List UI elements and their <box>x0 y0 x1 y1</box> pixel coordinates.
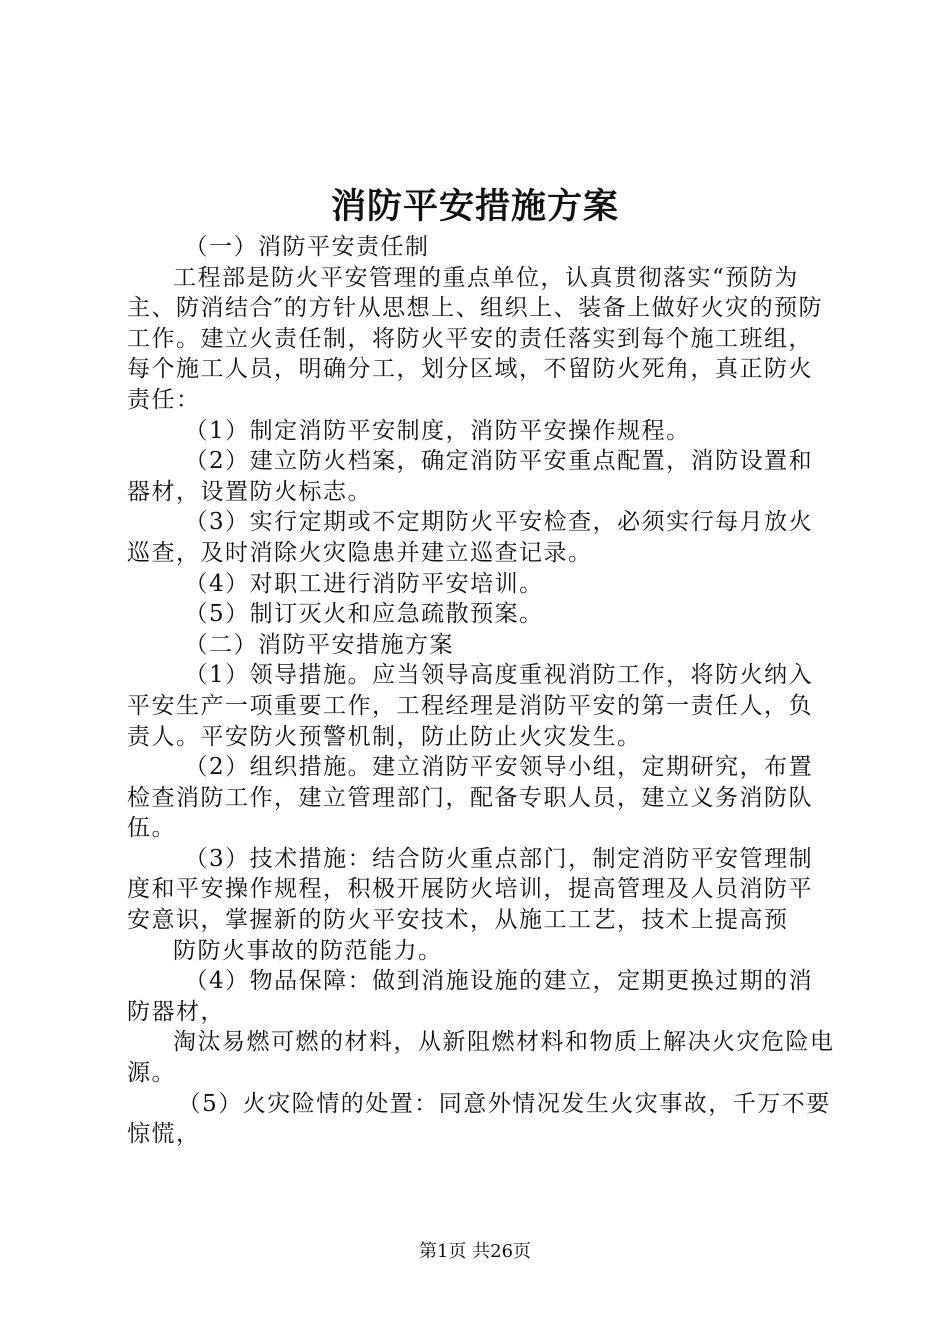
document-body <box>127 232 837 1150</box>
section-heading-1: （一）消防平安责任制 <box>184 234 430 260</box>
list-item: （5）火灾险情的处置：同意外情况发生火灾事故，千万不要惊慌， <box>127 1090 831 1148</box>
list-item: （4）物品保障：做到消施设施的建立，定期更换过期的消防器材， <box>127 968 814 1025</box>
paragraph-continuation: 防防火事故的防范能力。 <box>173 937 443 964</box>
list-item: （3）实行定期或不定期防火平安检查，必须实行每月放火巡查，及时消除火灾隐患并建立巡查记录。 <box>127 509 814 566</box>
list-item: （2）组织措施。建立消防平安领导小组，定期研究，布置检查消防工作，建立管理部门，配备专职人员，建立义务消防队伍。 <box>127 754 814 842</box>
list-item: （3）技术措施：结合防火重点部门，制定消防平安管理制度和平安操作规程，积极开展防火培训，提高管理及人员消防平安意识，掌握新的防火平安技术，从施工工艺，技术上提高预 <box>127 845 814 934</box>
list-item: （1）领导措施。应当领导高度重视消防工作，将防火纳入平安生产一项重要工作，工程经理是消防平安的第一责任人，负责人。平安防火预警机制，防止防止火灾发生。 <box>127 662 814 750</box>
list-item: （1）制定消防平安制度，消防平安操作规程。 <box>184 417 691 444</box>
section-heading-2: （二）消防平安措施方案 <box>184 631 454 658</box>
list-item: （2）建立防火档案，确定消防平安重点配置，消防设置和器材，设置防火标志。 <box>127 448 814 505</box>
document-title: 消防平安措施方案 <box>330 186 619 227</box>
paragraph-continuation: 淘汰易燃可燃的材料，从新阻燃材料和物质上解决火灾危险电源。 <box>127 1029 835 1087</box>
page-footer: 第1页 共26页 <box>418 1241 532 1262</box>
list-item: （4）对职工进行消防平安培训。 <box>184 570 544 597</box>
paragraph: 工程部是防火平安管理的重点单位，认真贯彻落实“预防为主、防消结合″的方针从思想上、组织上、装备上做好火灾的预防工作。建立火责任制，将防火平安的责任落实到每个施工班组，每个施工人员，明确分工，划分区域，不留防火死角，真正防火责任： <box>127 264 824 413</box>
list-item: （5）制订灭火和应急疏散预案。 <box>184 601 544 628</box>
